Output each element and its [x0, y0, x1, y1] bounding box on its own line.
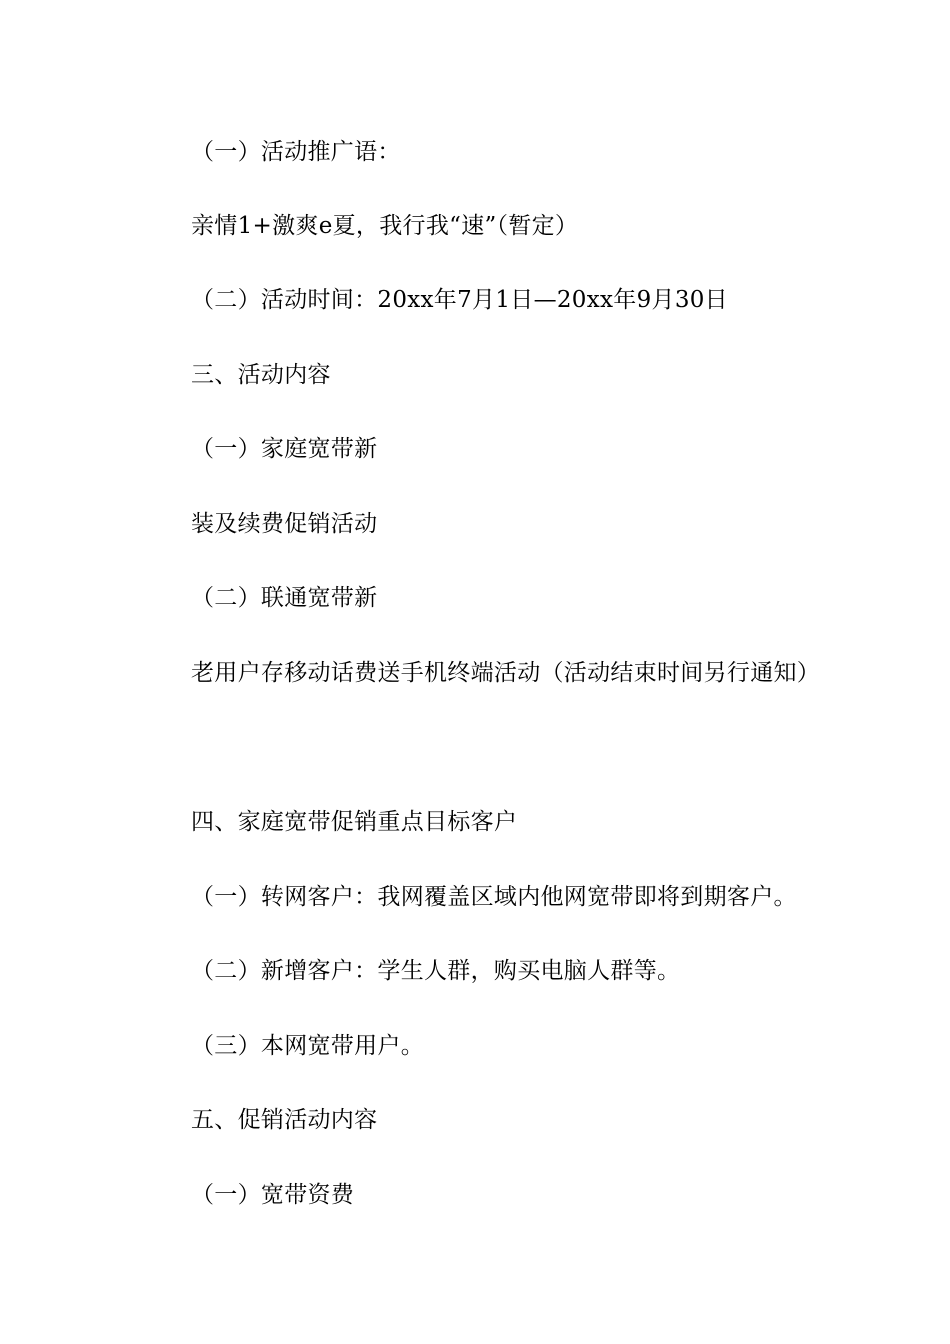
paragraph-install-renewal: 装及续费促销活动	[191, 511, 378, 537]
paragraph-transfer-customers: （一）转网客户：我网覆盖区域内他网宽带即将到期客户。	[191, 884, 797, 910]
paragraph-new-customers: （二）新增客户：学生人群，购买电脑人群等。	[191, 958, 681, 984]
paragraph-promo-slogan: 亲情1+激爽e夏，我行我“速”（暂定）	[191, 213, 579, 239]
paragraph-phone-terminal-offer: 老用户存移动话费送手机终端活动（活动结束时间另行通知）	[191, 660, 821, 686]
section-heading-activity-content: 三、活动内容	[191, 362, 331, 388]
paragraph-existing-users: （三）本网宽带用户。	[191, 1033, 424, 1059]
paragraph-activity-time: （二）活动时间：20xx年7月1日—20xx年9月30日	[191, 287, 728, 313]
paragraph-unicom-broadband: （二）联通宽带新	[191, 585, 378, 611]
section-heading-target-customers: 四、家庭宽带促销重点目标客户	[191, 809, 518, 835]
paragraph-broadband-tariff: （一）宽带资费	[191, 1182, 355, 1208]
section-heading-promo-content: 五、促销活动内容	[191, 1107, 378, 1133]
paragraph-promo-slogan-heading: （一）活动推广语：	[191, 139, 401, 165]
paragraph-family-broadband: （一）家庭宽带新	[191, 436, 378, 462]
